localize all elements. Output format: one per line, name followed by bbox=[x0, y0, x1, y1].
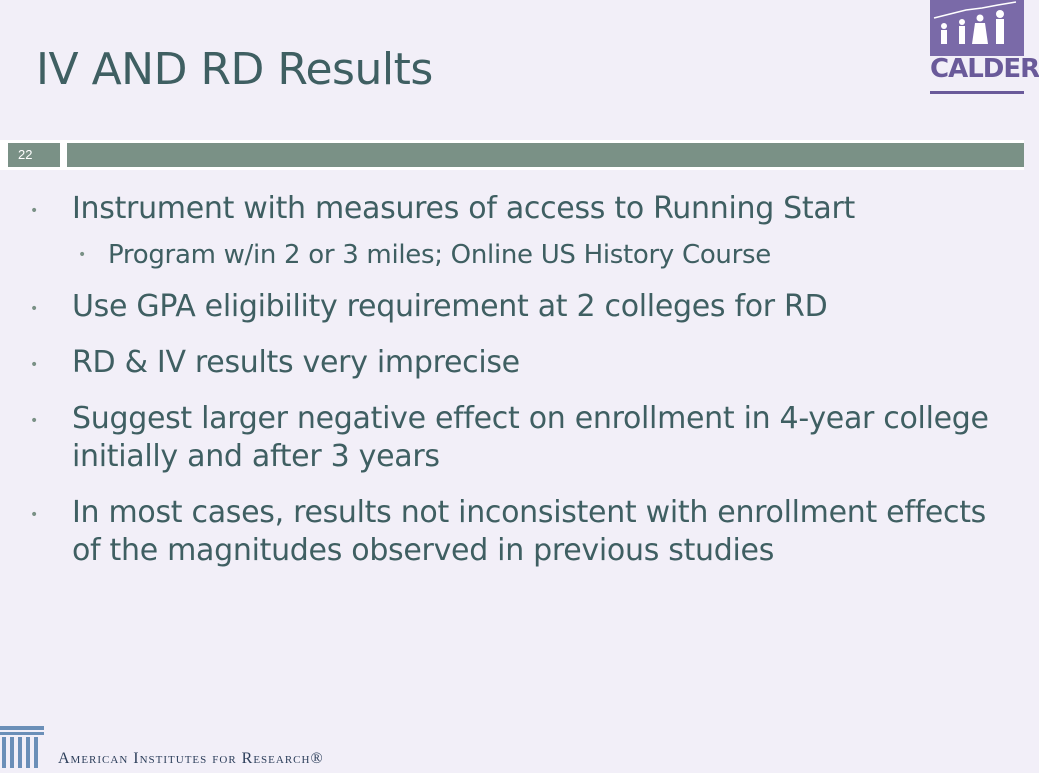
bullet-text: Use GPA eligibility requirement at 2 colleges for RD bbox=[72, 289, 828, 324]
slide-number: 22 bbox=[8, 143, 60, 167]
air-columns-icon bbox=[0, 722, 48, 768]
bullet-text: In most cases, results not inconsistent with enrollment effects of the magnitudes observed in previous studies bbox=[72, 495, 986, 568]
bullet-text: Instrument with measures of access to Running Start bbox=[72, 191, 855, 226]
bullet-icon: • bbox=[30, 203, 38, 219]
bullet-icon: • bbox=[78, 247, 86, 263]
bullet-list bbox=[28, 190, 1008, 588]
footer-org-name: American Institutes for Research® bbox=[58, 750, 324, 767]
logo-underline bbox=[930, 91, 1024, 94]
sub-bullet-item bbox=[28, 238, 1008, 272]
bullet-text: RD & IV results very imprecise bbox=[72, 345, 520, 380]
bullet-icon: • bbox=[30, 507, 38, 523]
bullet-item bbox=[28, 344, 1008, 382]
bullet-icon: • bbox=[30, 413, 38, 429]
header-bar bbox=[67, 143, 1024, 167]
bullet-text: Program w/in 2 or 3 miles; Online US History Course bbox=[108, 240, 771, 270]
calder-logo-text: CALDER bbox=[930, 54, 1039, 84]
bullet-icon: • bbox=[30, 301, 38, 317]
bullet-item bbox=[28, 190, 1008, 228]
calder-figures-icon bbox=[930, 0, 1024, 56]
slide-title: IV AND RD Results bbox=[36, 44, 433, 95]
bullet-item bbox=[28, 400, 1008, 476]
bullet-item bbox=[28, 288, 1008, 326]
bullet-item bbox=[28, 494, 1008, 570]
bullet-text: Suggest larger negative effect on enrollment in 4-year college initially and after 3 years bbox=[72, 401, 989, 474]
bullet-icon: • bbox=[30, 357, 38, 373]
calder-logo bbox=[930, 0, 1039, 95]
